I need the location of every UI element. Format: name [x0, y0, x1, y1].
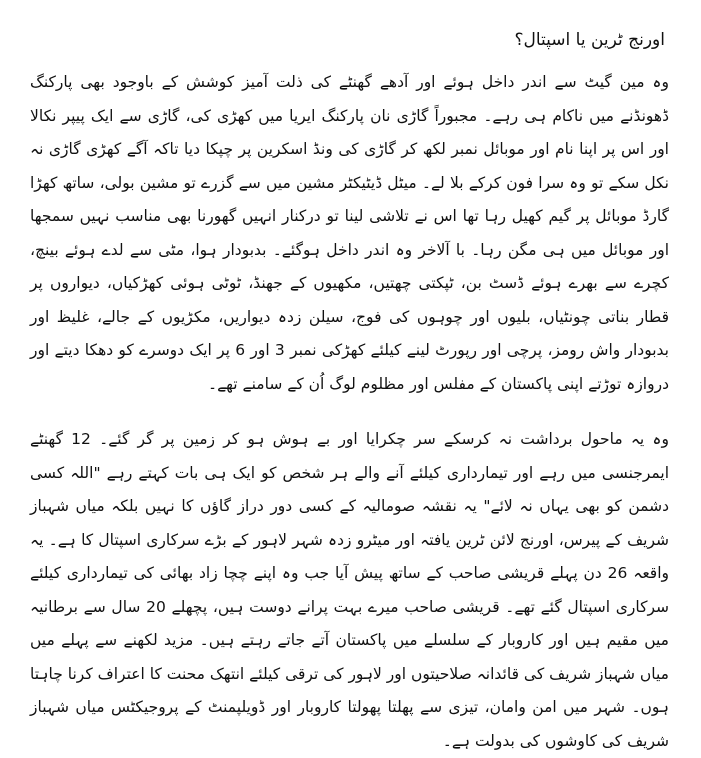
article-paragraph-1: وہ مین گیٹ سے اندر داخل ہوئے اور آدھے گھنٹے کی ذلت آمیز کوشش کے باوجود بھی پارکنگ ڈھونڈنے میں ناکام ہی رہے۔ مجبوراً گاڑی نان پارکنگ ایریا میں کھڑی کی، گاڑی سے ایک پیپر نکالا اور اس پر اپنا نام اور موبائل نمبر لکھ کر گاڑی کی ونڈ اسکرین پر چپکا دیا تاکہ آگے کھڑی گاڑی نہ نکل سکے تو وہ سرا فون کرکے بلا لے۔ میٹل ڈیٹیکٹر مشین میں سے گزرے تو مشین بولی، ساتھ کھڑا گارڈ موبائل پر گیم کھیل رہا تھا اس نے تلاشی لینا تو درکنار انہیں گھورنا بھی مناسب نہیں سمجھا اور موبائل میں ہی مگن رہا۔ با آلاخر وہ اندر داخل ہوگئے۔ بدبودار ہوا، مٹی سے لدے ہوئے بینچ، کچرے سے بھرے ہوئے ڈسٹ بن، ٹپکتی چھتیں، مکھیوں کے جھنڈ، ٹوٹی ہوئی کھڑکیاں، دیواروں پر قطار بناتی چونٹیاں، بلیوں اور چوہوں کی فوج، سیلن زدہ دیواریں، مکڑیوں کے جالے، غلیظ اور بدبودار واش رومز، پرچی اور رپورٹ لینے کیلئے کھڑکی نمبر 3 اور 6 پر ایک دوسرے کو دھکا دیتے اور دروازہ توڑتے اپنی پاکستان کے مفلس اور مظلوم لوگ اُن کے سامنے تھے۔ [30, 73, 669, 393]
article-paragraph-2: وہ یہ ماحول برداشت نہ کرسکے سر چکرایا اور بے ہوش ہو کر زمین پر گر گئے۔ 12 گھنٹے ایمرجنسی میں رہے اور تیمارداری کیلئے آنے والے ہر شخص کو ایک ہی بات کہتے رہے "اللہ کسی دشمن کو بھی یہاں نہ لائے" یہ نقشہ صومالیہ کے کسی دور دراز گاؤں کا نہیں بلکہ میاں شہباز شریف کے پیرس، اورنج لائن ٹرین یافتہ اور میٹرو زدہ شہر لاہور کے بڑے سرکاری اسپتال کا ہے۔ یہ واقعہ 26 دن پہلے قریشی صاحب کے ساتھ پیش آیا جب وہ اپنے چچا زاد بھائی کی تیمارداری کیلئے سرکاری اسپتال گئے تھے۔ قریشی صاحب میرے بہت پرانے دوست ہیں، پچھلے 20 سال سے برطانیہ میں مقیم ہیں اور کاروبار کے سلسلے میں پاکستان آتے جاتے رہتے ہیں۔ مزید لکھنے سے پہلے میں میاں شہباز شریف کی قائدانہ صلاحیتوں اور لاہور کی ترقی کیلئے انتھک محنت کا اعتراف کرنا چاہتا ہوں۔ شہر میں امن وامان، تیزی سے پھلتا پھولتا کاروبار اور ڈویلپمنٹ کے پروجیکٹس میاں شہباز شریف کی کاوشوں کی بدولت ہے۔ [30, 430, 670, 750]
article-title: اورنج ٹرین یا اسپتال؟ [514, 30, 665, 50]
